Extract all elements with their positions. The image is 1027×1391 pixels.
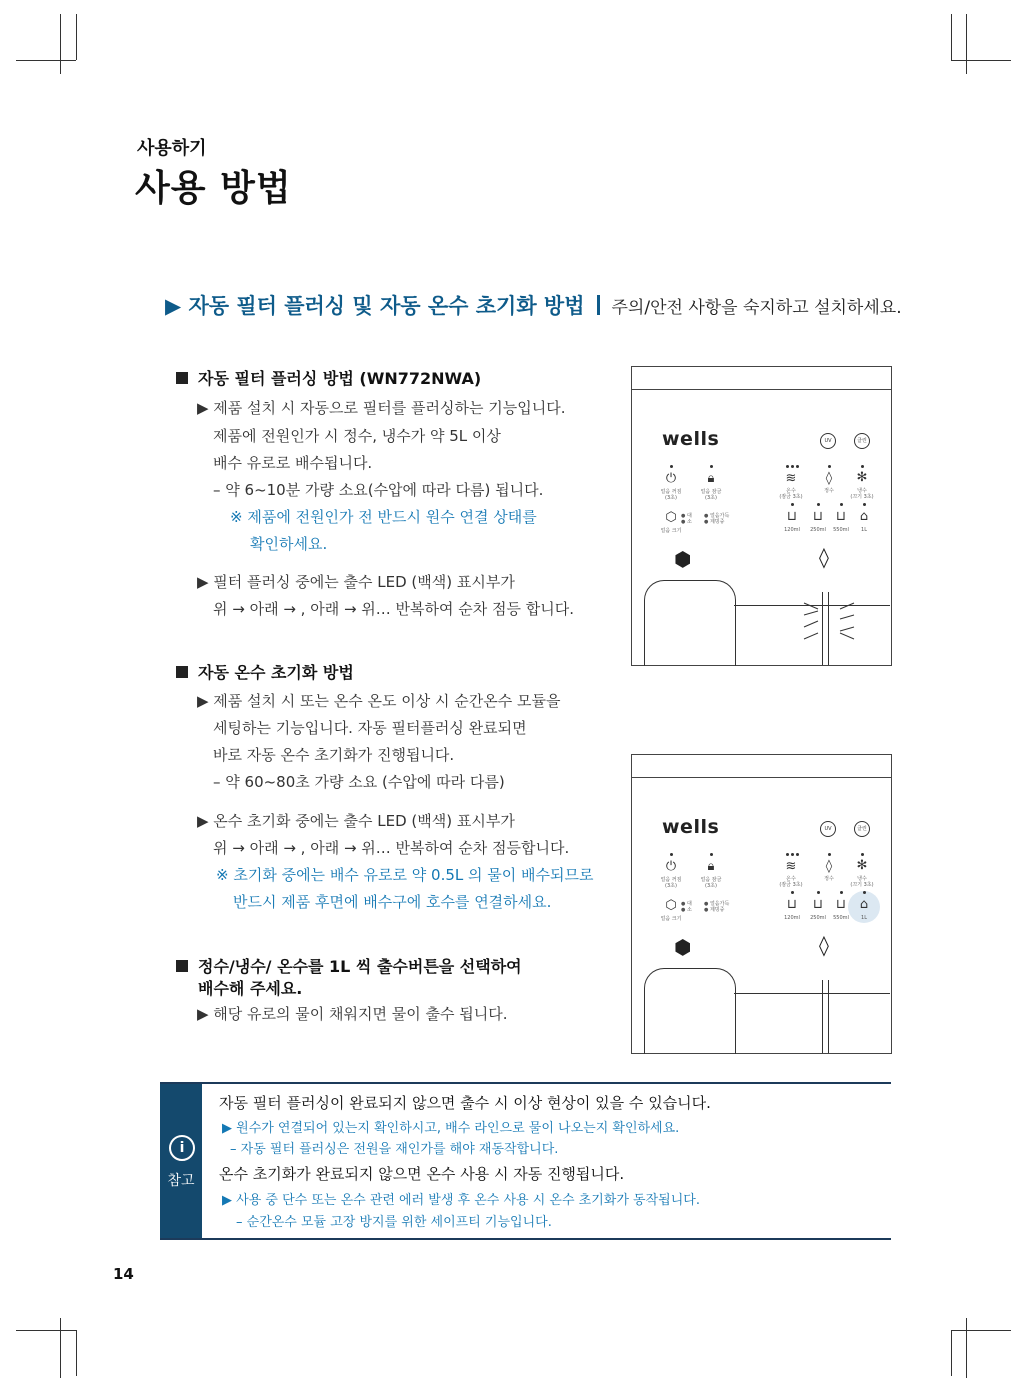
vol-1l-label: 1L bbox=[861, 527, 867, 533]
section-note: 주의/안전 사항을 숙지하고 설치하세요. bbox=[611, 298, 902, 318]
led-dot bbox=[828, 853, 831, 856]
hot-label: 온수 bbox=[786, 488, 796, 494]
ice-making-label: ● 제빙중 bbox=[704, 519, 725, 525]
vol-550-label: 550ml bbox=[833, 527, 849, 533]
note-line: – 자동 필터 플러싱은 전원을 재인가를 해야 재동작합니다. bbox=[230, 1142, 559, 1157]
section-divider bbox=[597, 295, 600, 315]
note-line: – 순간온수 모듈 고장 방지를 위한 세이프티 기능입니다. bbox=[236, 1215, 552, 1230]
hotwater-line: – 약 60~80초 가량 소요 (수압에 따라 다름) bbox=[213, 773, 505, 791]
ice-size-label: 얼음 크기 bbox=[660, 528, 682, 534]
hot-sub: (잠금 3초) bbox=[779, 882, 803, 888]
hotwater-line: 세팅하는 기능입니다. 자동 필터플러싱 완료되면 bbox=[213, 719, 527, 737]
section-title: ▶ 자동 필터 플러싱 및 자동 온수 초기화 방법 bbox=[165, 294, 585, 318]
note-line: ▶ 원수가 연결되어 있는지 확인하시고, 배수 라인으로 물이 나오는지 확인하세요. bbox=[222, 1121, 680, 1136]
ice-off-sub: (3초) bbox=[665, 495, 677, 501]
vol-250-label: 250ml bbox=[810, 915, 826, 921]
tray-line bbox=[734, 993, 890, 994]
led-dot bbox=[863, 503, 866, 506]
cold-water-icon[interactable]: ✻ bbox=[856, 470, 868, 485]
uv-button[interactable]: UV bbox=[820, 821, 836, 837]
device-panel-flushing bbox=[631, 366, 892, 666]
crop-mark bbox=[951, 1330, 952, 1376]
ice-making-label: ● 제빙중 bbox=[704, 907, 725, 913]
led-dot bbox=[670, 853, 673, 856]
led-dot bbox=[863, 891, 866, 894]
flushing-warning: ※ 제품에 전원인가 전 반드시 원수 연결 상태를 bbox=[230, 508, 537, 526]
vol-120-label: 120ml bbox=[784, 915, 800, 921]
cup-250-icon[interactable]: ⊔ bbox=[812, 897, 824, 912]
crop-mark bbox=[951, 60, 1011, 61]
led-dot bbox=[710, 465, 713, 468]
vol-120-label: 120ml bbox=[784, 527, 800, 533]
cold-label: 냉수 bbox=[857, 488, 867, 494]
flushing-line: – 약 6~10분 가량 소요(수압에 따라 다름) 됩니다. bbox=[213, 481, 544, 499]
led-dot bbox=[796, 465, 799, 468]
note-line: 자동 필터 플러싱이 완료되지 않으면 출수 시 이상 현상이 있을 수 있습니다. bbox=[219, 1094, 711, 1112]
cup-550-icon[interactable]: ⊔ bbox=[835, 897, 847, 912]
crop-mark bbox=[76, 14, 77, 60]
cup-120-icon[interactable]: ⊔ bbox=[786, 897, 798, 912]
lock-icon[interactable]: 🔒︎ bbox=[707, 471, 715, 486]
nozzle-line bbox=[822, 980, 823, 1053]
ice-cube-icon: ⬢ bbox=[674, 935, 692, 959]
led-dot bbox=[786, 853, 789, 856]
purified-water-icon[interactable]: ◊ bbox=[825, 859, 833, 874]
led-flash-icon bbox=[802, 599, 856, 643]
crop-mark bbox=[16, 1330, 76, 1331]
led-dot bbox=[861, 853, 864, 856]
flushing-line: ▶ 필터 플러싱 중에는 출수 LED (백색) 표시부가 bbox=[197, 573, 515, 591]
purified-label: 정수 bbox=[824, 488, 834, 494]
device-panel-hotwater bbox=[631, 754, 892, 1054]
hot-water-icon[interactable]: ≋ bbox=[785, 471, 797, 486]
flushing-heading: 자동 필터 플러싱 방법 (WN772NWA) bbox=[176, 366, 481, 389]
led-dot bbox=[670, 465, 673, 468]
clean-button[interactable]: 클린 bbox=[854, 433, 870, 449]
led-dot bbox=[791, 853, 794, 856]
nozzle-line bbox=[828, 980, 829, 1053]
note-box bbox=[160, 1082, 891, 1240]
flushing-line: 배수 유로로 배수됩니다. bbox=[213, 454, 373, 472]
water-drop-icon: ◊ bbox=[819, 545, 829, 569]
cup-120-icon[interactable]: ⊔ bbox=[786, 509, 798, 524]
hotwater-line: ▶ 온수 초기화 중에는 출수 LED (백색) 표시부가 bbox=[197, 812, 515, 830]
ice-lock-sub: (3초) bbox=[705, 883, 717, 889]
ice-off-label: 얼음 꺼짐 bbox=[660, 877, 682, 883]
purified-water-icon[interactable]: ◊ bbox=[825, 471, 833, 486]
bottle-1l-icon[interactable]: ⌂ bbox=[859, 897, 869, 912]
hotwater-line: 위 → 아래 → , 아래 → 위… 반복하여 순차 점등합니다. bbox=[213, 839, 570, 857]
ice-big-label: ● 대 bbox=[681, 901, 692, 907]
ice-off-label: 얼음 꺼짐 bbox=[660, 489, 682, 495]
ice-size-icon[interactable]: ⬡ bbox=[665, 510, 677, 525]
hotwater-line: 바로 자동 온수 초기화가 진행됩니다. bbox=[213, 746, 455, 764]
ice-big-label: ● 대 bbox=[681, 513, 692, 519]
crop-mark bbox=[60, 1318, 61, 1378]
water-drop-icon: ◊ bbox=[819, 933, 829, 957]
note-label: 참고 bbox=[167, 1173, 195, 1189]
crop-mark bbox=[16, 60, 76, 61]
led-dot bbox=[817, 503, 820, 506]
flushing-line: 위 → 아래 → , 아래 → 위… 반복하여 순차 점등 합니다. bbox=[213, 600, 575, 618]
cup-250-icon[interactable]: ⊔ bbox=[812, 509, 824, 524]
panel-top-strip bbox=[632, 389, 891, 390]
cold-water-icon[interactable]: ✻ bbox=[856, 858, 868, 873]
power-icon[interactable]: ⏻ bbox=[665, 859, 677, 874]
vol-1l-label: 1L bbox=[861, 915, 867, 921]
led-dot bbox=[710, 853, 713, 856]
purified-label: 정수 bbox=[824, 876, 834, 882]
flushing-line: ▶ 제품 설치 시 자동으로 필터를 플러싱하는 기능입니다. bbox=[197, 399, 566, 417]
cup-550-icon[interactable]: ⊔ bbox=[835, 509, 847, 524]
led-dot bbox=[840, 891, 843, 894]
square-bullet-icon bbox=[176, 666, 188, 678]
wells-logo: wells bbox=[662, 428, 720, 450]
hotwater-heading: 자동 온수 초기화 방법 bbox=[176, 660, 354, 683]
led-dot bbox=[791, 891, 794, 894]
ice-small-label: ● 소 bbox=[681, 519, 692, 525]
square-bullet-icon bbox=[176, 960, 188, 972]
ice-size-label: 얼음 크기 bbox=[660, 916, 682, 922]
crop-mark bbox=[951, 1330, 1011, 1331]
lock-icon[interactable]: 🔒︎ bbox=[707, 859, 715, 874]
ice-small-label: ● 소 bbox=[681, 907, 692, 913]
page-number: 14 bbox=[113, 1265, 134, 1283]
wells-logo: wells bbox=[662, 816, 720, 838]
hot-label: 온수 bbox=[786, 876, 796, 882]
power-icon[interactable]: ⏻ bbox=[665, 471, 677, 486]
ice-lock-label: 얼음 잠금 bbox=[700, 489, 722, 495]
note-sidebar bbox=[160, 1084, 202, 1238]
cold-sub: (끄기 3초) bbox=[850, 494, 874, 500]
ice-lock-label: 얼음 잠금 bbox=[700, 877, 722, 883]
flushing-warning: 확인하세요. bbox=[250, 535, 328, 553]
cold-sub: (끄기 3초) bbox=[850, 882, 874, 888]
crop-mark bbox=[60, 14, 61, 74]
page-title: 사용 방법 bbox=[135, 168, 292, 209]
crop-mark bbox=[966, 14, 967, 74]
led-dot bbox=[828, 465, 831, 468]
led-dot bbox=[840, 503, 843, 506]
ice-full-label: ● 얼음가득 bbox=[704, 513, 730, 519]
note-line: 온수 초기화가 완료되지 않으면 온수 사용 시 자동 진행됩니다. bbox=[219, 1165, 625, 1183]
chapter-title: 사용하기 bbox=[137, 138, 207, 159]
square-bullet-icon bbox=[176, 372, 188, 384]
led-dot bbox=[796, 853, 799, 856]
ice-size-icon[interactable]: ⬡ bbox=[665, 898, 677, 913]
hotwater-line: ▶ 제품 설치 시 또는 온수 온도 이상 시 순간온수 모듈을 bbox=[197, 692, 561, 710]
ice-door bbox=[644, 580, 736, 666]
ice-lock-sub: (3초) bbox=[705, 495, 717, 501]
led-dot bbox=[786, 465, 789, 468]
section-heading bbox=[165, 290, 902, 320]
panel-top-strip bbox=[632, 777, 891, 778]
led-dot bbox=[791, 465, 794, 468]
hot-sub: (잠금 3초) bbox=[779, 494, 803, 500]
ice-cube-icon: ⬢ bbox=[674, 547, 692, 571]
led-dot bbox=[861, 465, 864, 468]
crop-mark bbox=[951, 14, 952, 60]
hotwater-warning: 반드시 제품 후면에 배수구에 호수를 연결하세요. bbox=[233, 893, 552, 911]
led-dot bbox=[791, 503, 794, 506]
crop-mark bbox=[966, 1318, 967, 1378]
crop-mark bbox=[76, 1330, 77, 1376]
drain-heading: 정수/냉수/ 온수를 1L 씩 출수버튼을 선택하여 bbox=[176, 954, 522, 977]
drain-heading-cont: 배수해 주세요. bbox=[198, 979, 303, 998]
uv-button[interactable]: UV bbox=[820, 433, 836, 449]
cold-label: 냉수 bbox=[857, 876, 867, 882]
clean-button[interactable]: 클린 bbox=[854, 821, 870, 837]
hot-water-icon[interactable]: ≋ bbox=[785, 859, 797, 874]
led-dot bbox=[817, 891, 820, 894]
hotwater-warning: ※ 초기화 중에는 배수 유로로 약 0.5L 의 물이 배수되므로 bbox=[216, 866, 594, 884]
bottle-1l-icon[interactable]: ⌂ bbox=[859, 509, 869, 524]
flushing-line: 제품에 전원인가 시 정수, 냉수가 약 5L 이상 bbox=[213, 427, 501, 445]
ice-door bbox=[644, 968, 736, 1054]
vol-550-label: 550ml bbox=[833, 915, 849, 921]
ice-off-sub: (3초) bbox=[665, 883, 677, 889]
ice-full-label: ● 얼음가득 bbox=[704, 901, 730, 907]
drain-line: ▶ 해당 유로의 물이 채워지면 물이 출수 됩니다. bbox=[197, 1005, 508, 1023]
info-icon: i bbox=[169, 1135, 195, 1161]
vol-250-label: 250ml bbox=[810, 527, 826, 533]
note-line: ▶ 사용 중 단수 또는 온수 관련 에러 발생 후 온수 사용 시 온수 초기화가 동작됩니다. bbox=[222, 1193, 700, 1208]
